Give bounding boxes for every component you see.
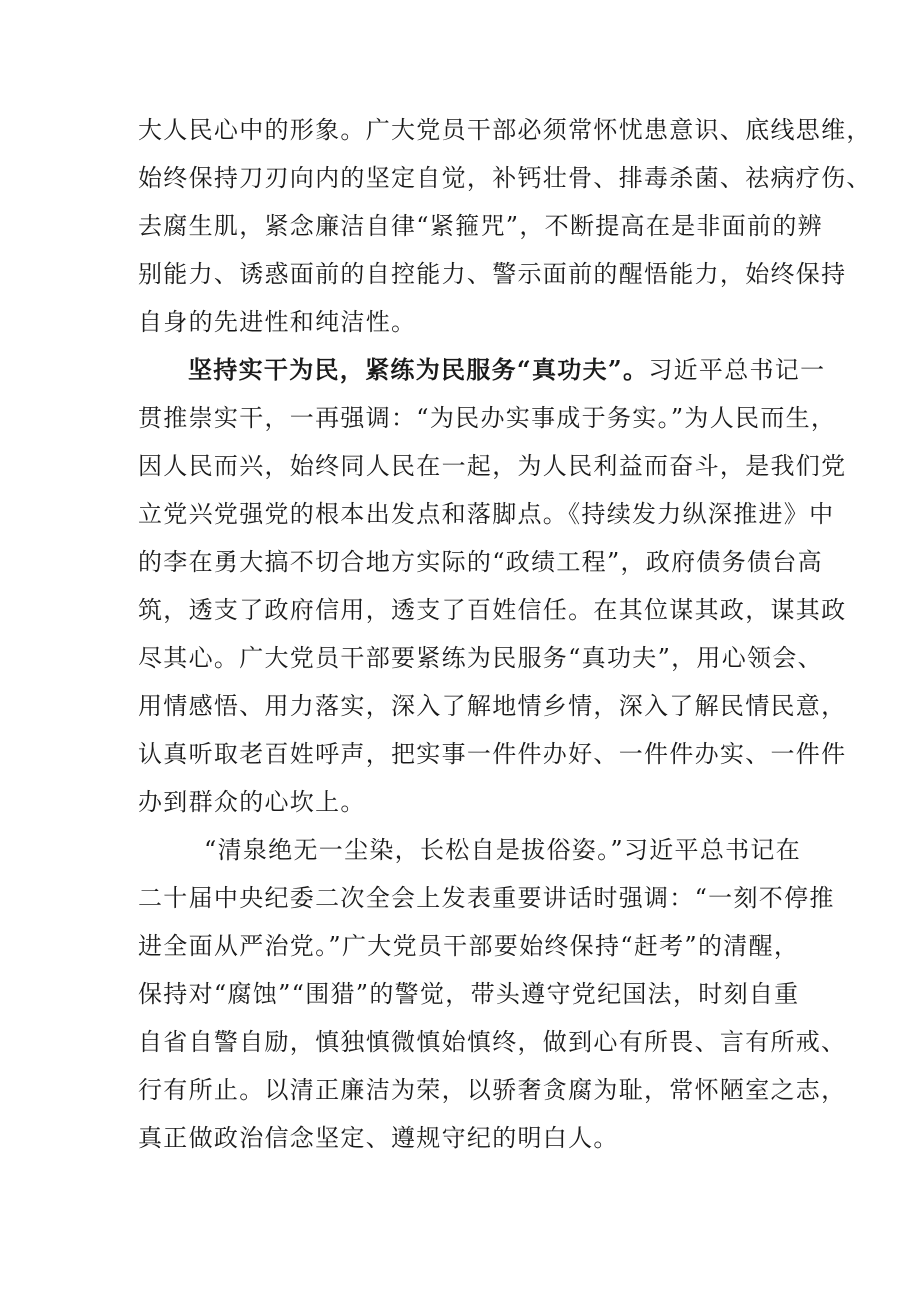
text-line: 去腐生肌，紧念廉洁自律“紧箍咒”，不断提高在是非面前的辨 [138, 212, 823, 240]
paragraph-heading: 坚持实干为民，紧练为民服务“真功夫”。 [188, 355, 649, 384]
text-line: 别能力、诱惑面前的自控能力、警示面前的醒悟能力，始终保持 [138, 260, 847, 288]
text-line: 自省自警自励，慎独慎微慎始慎终，做到心有所畏、言有所戒、 [138, 1028, 847, 1056]
text-line: 真正做政治信念坚定、遵规守纪的明白人。 [138, 1124, 619, 1152]
text-line [188, 355, 825, 385]
text-line: 自身的先进性和纯洁性。 [138, 308, 417, 336]
text-line: 的李在勇大搞不切合地方实际的“政绩工程”，政府债务债台高 [138, 548, 823, 576]
text-line: 贯推崇实干，一再强调：“为民办实事成于务实。”为人民而生， [138, 404, 837, 432]
text-line: 因人民而兴，始终同人民在一起，为人民利益而奋斗，是我们党 [138, 452, 847, 480]
text-line: 认真听取老百姓呼声，把实事一件件办好、一件件办实、一件件 [138, 740, 847, 768]
text-line: 立党兴党强党的根本出发点和落脚点。《持续发力纵深推进》中 [138, 500, 835, 528]
text-line: 始终保持刀刃向内的坚定自觉，补钙壮骨、排毒杀菌、祛病疗伤、 [138, 164, 872, 192]
text-line: “清泉绝无一尘染，长松自是拔俗姿。”习近平总书记在 [204, 836, 802, 864]
text-line: 进全面从严治党。”广大党员干部要始终保持“赶考”的清醒， [138, 932, 800, 960]
text-line: 行有所止。以清正廉洁为荣，以骄奢贪腐为耻，常怀陋室之志， [138, 1076, 847, 1104]
text-line: 保持对“腐蚀”“围猎”的警觉，带头遵守党纪国法，时刻自重 [138, 980, 800, 1008]
text-span: 习近平总书记一 [648, 356, 826, 384]
text-line: 尽其心。广大党员干部要紧练为民服务“真功夫”，用心领会、 [138, 644, 823, 672]
text-line: 大人民心中的形象。广大党员干部必须常怀忧患意识、底线思维， [138, 116, 872, 144]
text-line: 筑，透支了政府信用，透支了百姓信任。在其位谋其政，谋其政 [138, 596, 847, 624]
text-line: 二十届中央纪委二次全会上发表重要讲话时强调：“一刻不停推 [138, 884, 835, 912]
text-line: 用情感悟、用力落实，深入了解地情乡情，深入了解民情民意， [138, 692, 847, 720]
text-line: 办到群众的心坎上。 [138, 788, 366, 816]
